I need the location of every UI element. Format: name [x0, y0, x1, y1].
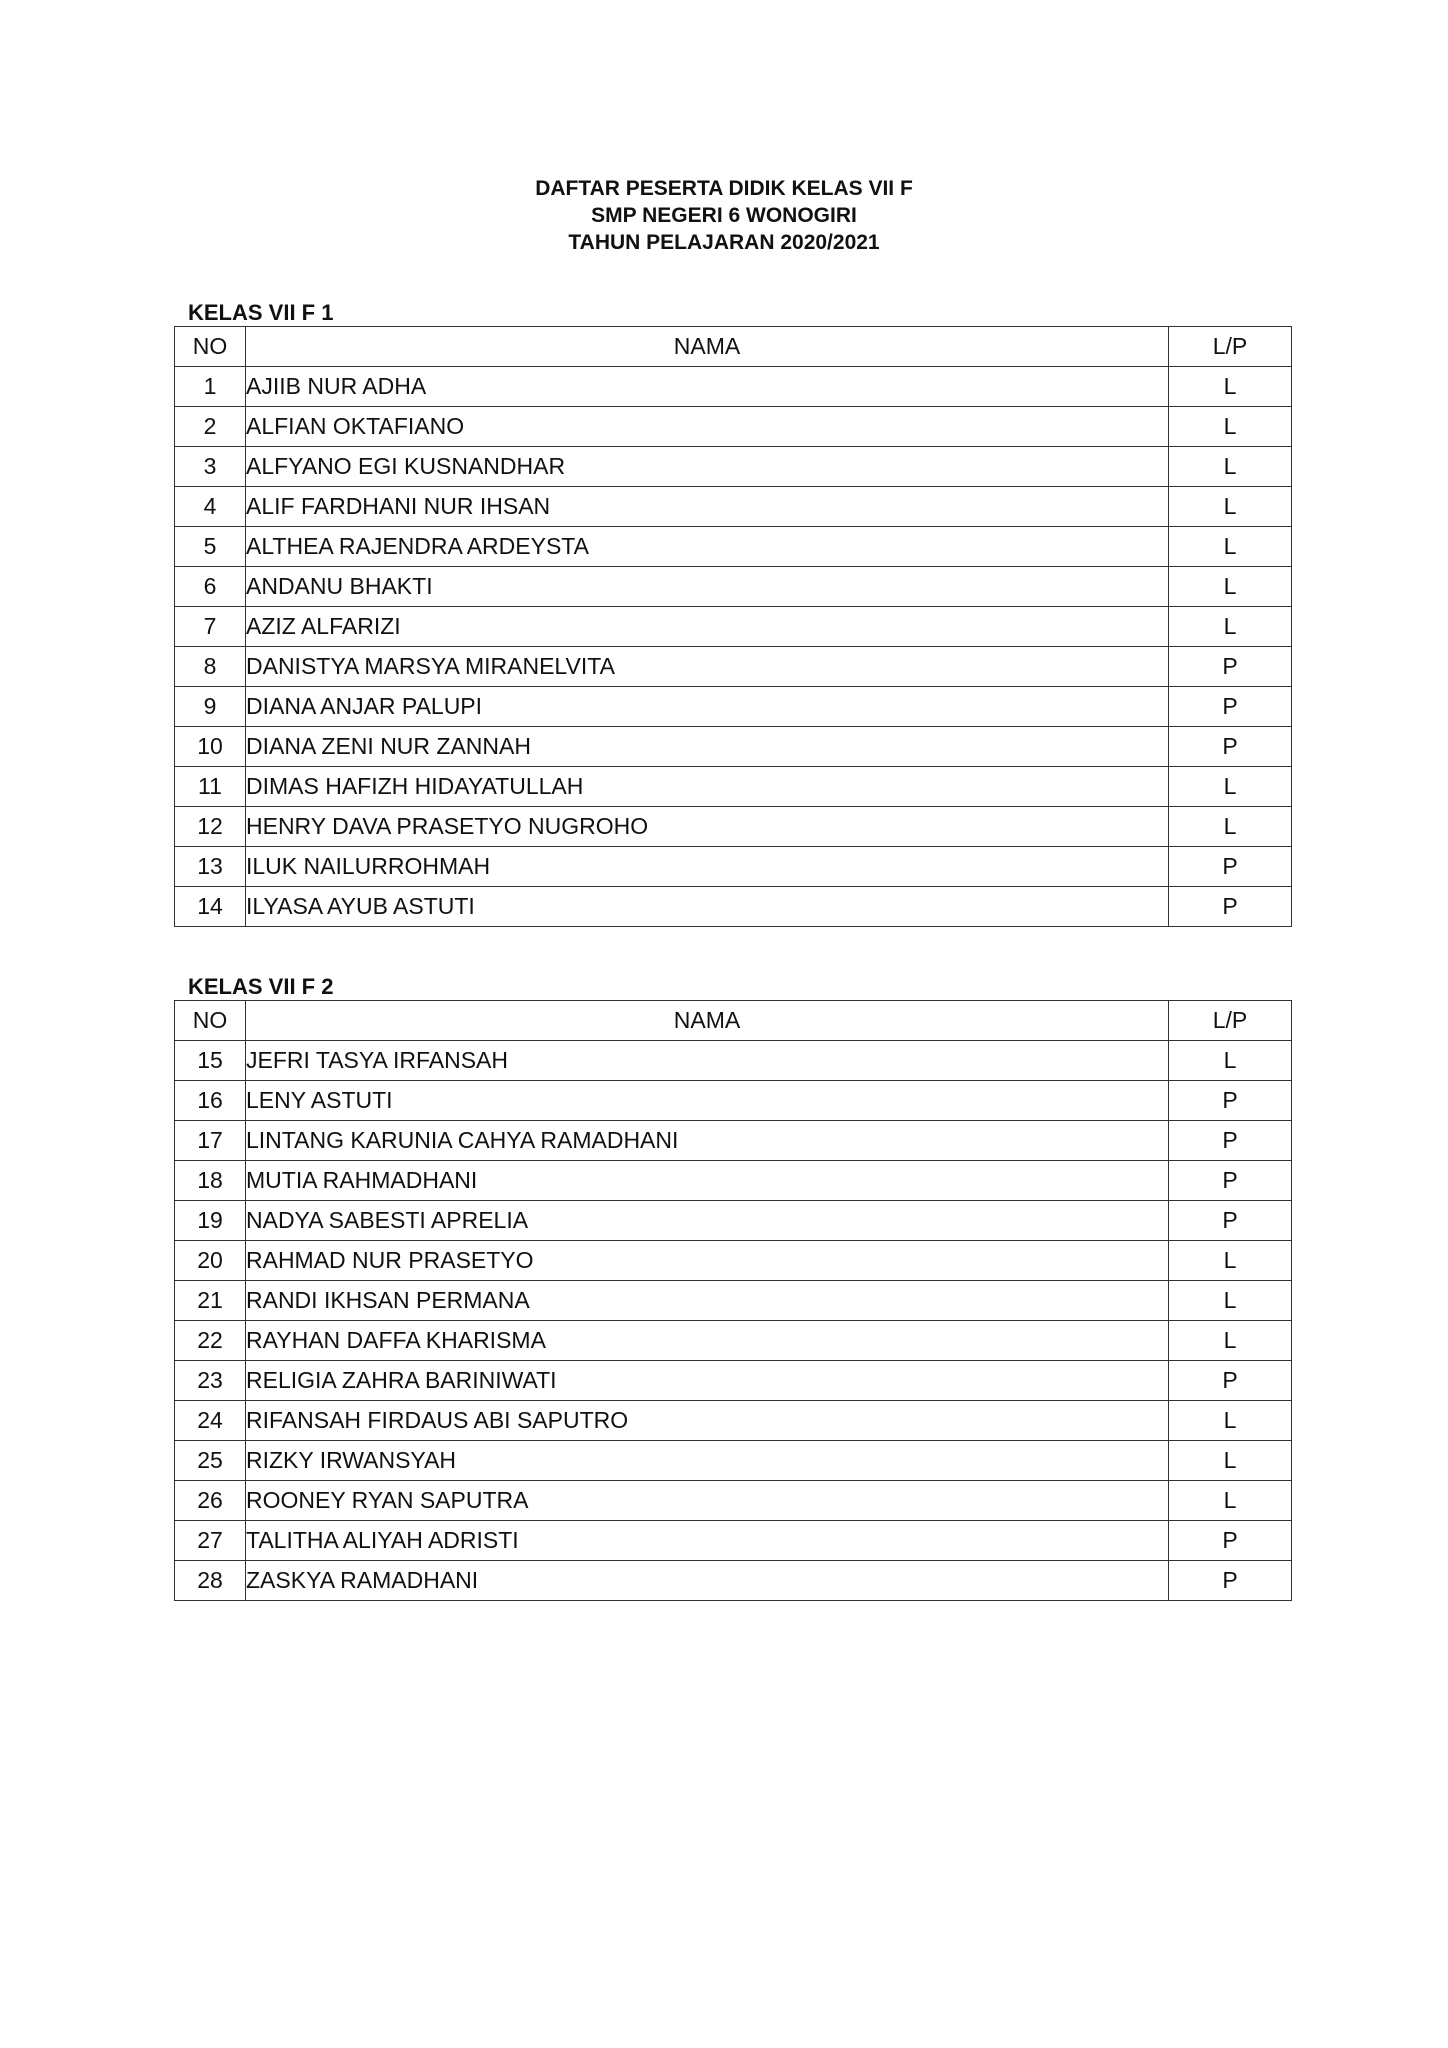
student-gender: P	[1169, 1121, 1292, 1161]
table-row	[175, 1041, 1292, 1081]
student-gender: L	[1169, 767, 1292, 807]
student-name: ALTHEA RAJENDRA ARDEYSTA	[246, 527, 1169, 567]
student-name: RIFANSAH FIRDAUS ABI SAPUTRO	[246, 1401, 1169, 1441]
student-gender: L	[1169, 367, 1292, 407]
column-header-nama: NAMA	[246, 327, 1169, 367]
table-row	[175, 1201, 1292, 1241]
student-name: AZIZ ALFARIZI	[246, 607, 1169, 647]
student-name: DIANA ANJAR PALUPI	[246, 687, 1169, 727]
student-number: 12	[175, 807, 246, 847]
student-gender: L	[1169, 487, 1292, 527]
student-gender: L	[1169, 807, 1292, 847]
student-number: 11	[175, 767, 246, 807]
table-row	[175, 1321, 1292, 1361]
student-name: TALITHA ALIYAH ADRISTI	[246, 1521, 1169, 1561]
document-header	[0, 175, 1448, 256]
table-header-row	[175, 327, 1292, 367]
student-number: 27	[175, 1521, 246, 1561]
student-number: 14	[175, 887, 246, 927]
student-number: 10	[175, 727, 246, 767]
class-section-1	[174, 300, 1288, 927]
student-gender: P	[1169, 647, 1292, 687]
table-row	[175, 1121, 1292, 1161]
column-header-nama: NAMA	[246, 1001, 1169, 1041]
section-heading: KELAS VII F 1	[188, 300, 334, 325]
table-row	[175, 1241, 1292, 1281]
student-number: 9	[175, 687, 246, 727]
table-row	[175, 1281, 1292, 1321]
student-name: RIZKY IRWANSYAH	[246, 1441, 1169, 1481]
table-row	[175, 447, 1292, 487]
table-row	[175, 687, 1292, 727]
student-gender: P	[1169, 1521, 1292, 1561]
table-row	[175, 727, 1292, 767]
student-gender: L	[1169, 1281, 1292, 1321]
student-gender: L	[1169, 527, 1292, 567]
student-gender: P	[1169, 727, 1292, 767]
student-name: ZASKYA RAMADHANI	[246, 1561, 1169, 1601]
school-name: SMP NEGERI 6 WONOGIRI	[591, 204, 857, 227]
column-header-lp: L/P	[1169, 1001, 1292, 1041]
table-row	[175, 1361, 1292, 1401]
student-table-1	[174, 326, 1292, 927]
table-row	[175, 807, 1292, 847]
student-gender: L	[1169, 407, 1292, 447]
student-name: DIANA ZENI NUR ZANNAH	[246, 727, 1169, 767]
column-header-no: NO	[175, 1001, 246, 1041]
student-gender: P	[1169, 1561, 1292, 1601]
table-row	[175, 367, 1292, 407]
table-row	[175, 1401, 1292, 1441]
student-gender: L	[1169, 1401, 1292, 1441]
student-number: 22	[175, 1321, 246, 1361]
student-number: 7	[175, 607, 246, 647]
student-name: ILYASA AYUB ASTUTI	[246, 887, 1169, 927]
student-gender: P	[1169, 1201, 1292, 1241]
student-number: 28	[175, 1561, 246, 1601]
student-name: ALFYANO EGI KUSNANDHAR	[246, 447, 1169, 487]
student-number: 8	[175, 647, 246, 687]
table-row	[175, 1481, 1292, 1521]
table-row	[175, 1521, 1292, 1561]
student-name: JEFRI TASYA IRFANSAH	[246, 1041, 1169, 1081]
student-number: 1	[175, 367, 246, 407]
student-number: 25	[175, 1441, 246, 1481]
student-gender: L	[1169, 1321, 1292, 1361]
table-row	[175, 487, 1292, 527]
student-number: 26	[175, 1481, 246, 1521]
student-table-2	[174, 1000, 1292, 1601]
table-row	[175, 527, 1292, 567]
academic-year: TAHUN PELAJARAN 2020/2021	[568, 231, 880, 254]
student-name: DANISTYA MARSYA MIRANELVITA	[246, 647, 1169, 687]
student-gender: L	[1169, 607, 1292, 647]
student-number: 23	[175, 1361, 246, 1401]
table-body-2	[175, 1041, 1292, 1601]
table-row	[175, 767, 1292, 807]
student-number: 20	[175, 1241, 246, 1281]
student-name: RAYHAN DAFFA KHARISMA	[246, 1321, 1169, 1361]
student-number: 13	[175, 847, 246, 887]
student-name: ALIF FARDHANI NUR IHSAN	[246, 487, 1169, 527]
table-row	[175, 407, 1292, 447]
student-name: DIMAS HAFIZH HIDAYATULLAH	[246, 767, 1169, 807]
table-row	[175, 567, 1292, 607]
student-number: 21	[175, 1281, 246, 1321]
table-row	[175, 887, 1292, 927]
student-gender: P	[1169, 847, 1292, 887]
student-number: 19	[175, 1201, 246, 1241]
student-name: RANDI IKHSAN PERMANA	[246, 1281, 1169, 1321]
table-row	[175, 1441, 1292, 1481]
student-name: ROONEY RYAN SAPUTRA	[246, 1481, 1169, 1521]
student-name: LENY ASTUTI	[246, 1081, 1169, 1121]
student-name: HENRY DAVA PRASETYO NUGROHO	[246, 807, 1169, 847]
class-section-2	[174, 974, 1288, 1601]
section-heading: KELAS VII F 2	[188, 974, 334, 999]
student-number: 24	[175, 1401, 246, 1441]
student-gender: P	[1169, 687, 1292, 727]
student-gender: L	[1169, 1441, 1292, 1481]
student-name: LINTANG KARUNIA CAHYA RAMADHANI	[246, 1121, 1169, 1161]
student-number: 4	[175, 487, 246, 527]
table-row	[175, 847, 1292, 887]
student-gender: P	[1169, 887, 1292, 927]
student-number: 2	[175, 407, 246, 447]
student-gender: L	[1169, 1241, 1292, 1281]
student-name: ILUK NAILURROHMAH	[246, 847, 1169, 887]
student-name: RAHMAD NUR PRASETYO	[246, 1241, 1169, 1281]
student-name: RELIGIA ZAHRA BARINIWATI	[246, 1361, 1169, 1401]
table-header-row	[175, 1001, 1292, 1041]
student-number: 5	[175, 527, 246, 567]
table-row	[175, 1561, 1292, 1601]
student-number: 15	[175, 1041, 246, 1081]
student-gender: P	[1169, 1361, 1292, 1401]
student-gender: L	[1169, 1041, 1292, 1081]
document-title: DAFTAR PESERTA DIDIK KELAS VII F	[535, 177, 913, 200]
student-gender: L	[1169, 447, 1292, 487]
student-number: 6	[175, 567, 246, 607]
student-gender: L	[1169, 567, 1292, 607]
table-row	[175, 1081, 1292, 1121]
student-number: 18	[175, 1161, 246, 1201]
column-header-no: NO	[175, 327, 246, 367]
student-name: AJIIB NUR ADHA	[246, 367, 1169, 407]
student-name: ANDANU BHAKTI	[246, 567, 1169, 607]
student-number: 16	[175, 1081, 246, 1121]
student-name: MUTIA RAHMADHANI	[246, 1161, 1169, 1201]
table-row	[175, 647, 1292, 687]
student-gender: P	[1169, 1081, 1292, 1121]
student-name: NADYA SABESTI APRELIA	[246, 1201, 1169, 1241]
table-row	[175, 1161, 1292, 1201]
table-row	[175, 607, 1292, 647]
student-name: ALFIAN OKTAFIANO	[246, 407, 1169, 447]
student-gender: P	[1169, 1161, 1292, 1201]
table-body-1	[175, 367, 1292, 927]
student-number: 17	[175, 1121, 246, 1161]
student-number: 3	[175, 447, 246, 487]
student-gender: L	[1169, 1481, 1292, 1521]
column-header-lp: L/P	[1169, 327, 1292, 367]
